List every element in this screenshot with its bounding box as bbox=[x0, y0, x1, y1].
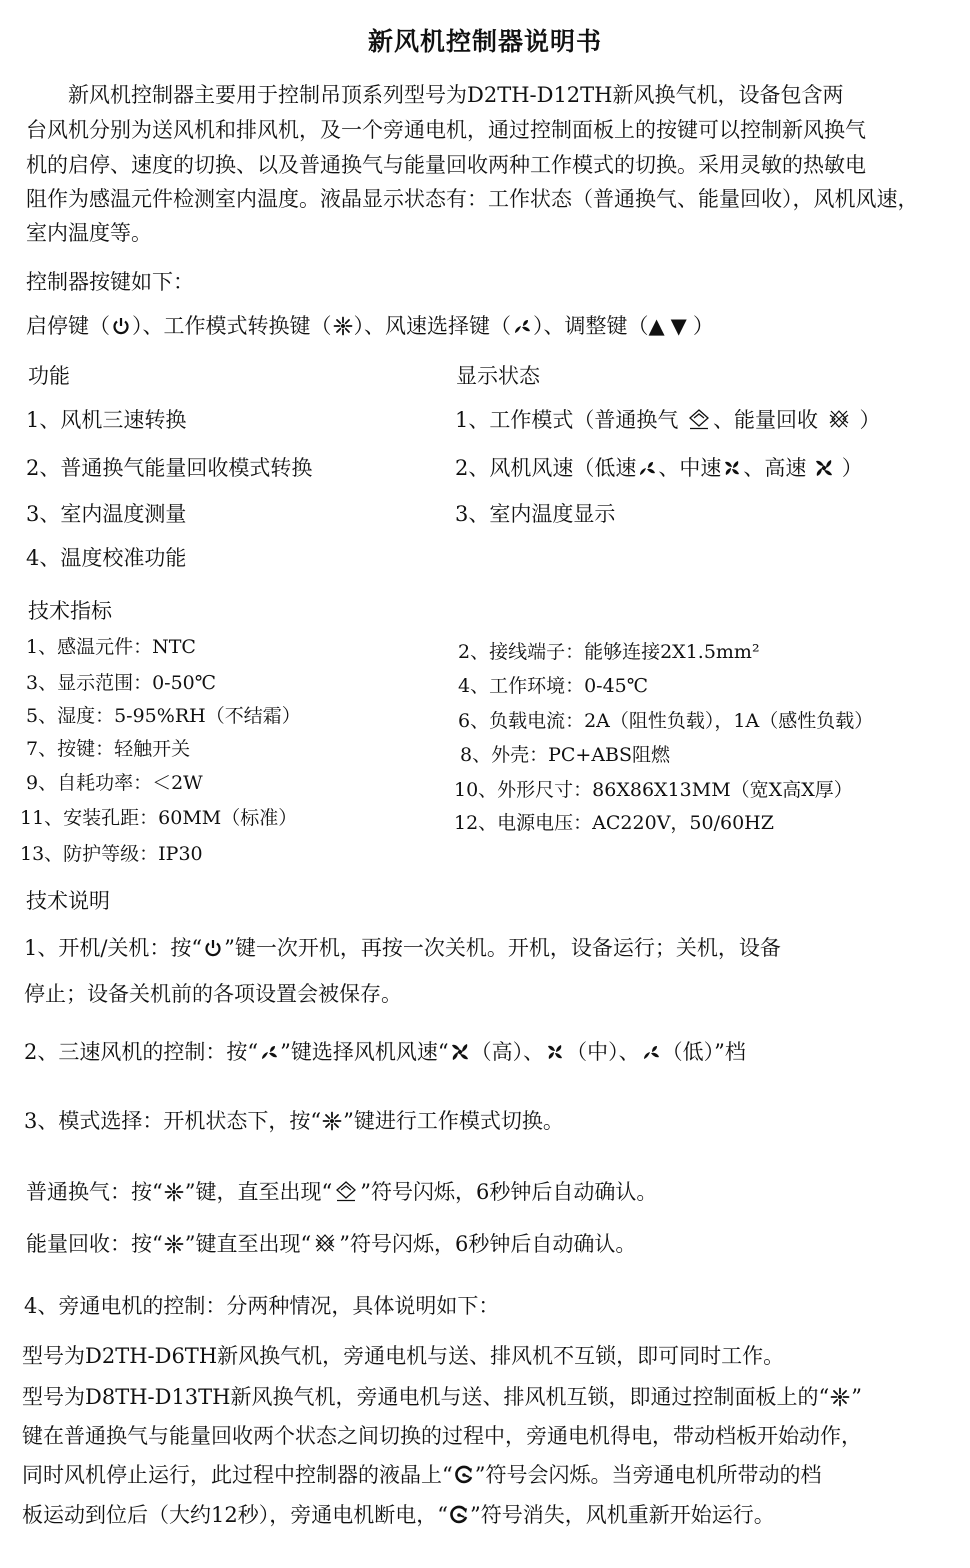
note-text: ”符号闪烁，6秒钟后自动确认。 bbox=[360, 1180, 658, 1204]
spec-item: 4、工作环境：0-45℃ bbox=[458, 675, 649, 697]
bypass-line: 型号为D2TH-D6TH新风换气机，旁通电机与送、排风机不互锁，即可同时工作。 bbox=[22, 1344, 785, 1368]
intro-line: 新风机控制器主要用于控制吊顶系列型号为D2TH-D12TH新风换气机，设备包含两 bbox=[26, 83, 844, 107]
display-text: ） bbox=[841, 456, 863, 480]
note-text: 能量回收：按“ bbox=[26, 1232, 163, 1256]
power-icon bbox=[203, 938, 223, 958]
note-text: 同时风机停止运行，此过程中控制器的液晶上“ bbox=[22, 1463, 453, 1487]
fan-mid-icon bbox=[545, 1042, 565, 1062]
spec-item: 3、显示范围：0-50℃ bbox=[26, 672, 217, 694]
keys-text: ） bbox=[692, 314, 714, 338]
keys-text: ）、风速选择键（ bbox=[353, 314, 511, 338]
bypass-line bbox=[22, 1501, 775, 1529]
spec-item: 8、外壳：PC+ABS阻燃 bbox=[460, 744, 671, 766]
note-text: 1、开机/关机：按“ bbox=[24, 936, 203, 960]
spec-item: 11、安装孔距：60MM（标准） bbox=[20, 807, 298, 829]
spec-item: 6、负载电流：2A（阻性负载），1A（感性负载） bbox=[458, 710, 874, 732]
function-item: 3、室内温度测量 bbox=[26, 502, 187, 526]
spec-item: 1、感温元件：NTC bbox=[26, 636, 196, 658]
note-text: （高）、 bbox=[470, 1040, 545, 1064]
intro-line: 室内温度等。 bbox=[26, 221, 152, 245]
note-text: 型号为D8TH-D13TH新风换气机，旁通电机与送、排风机互锁，即通过控制面板上的“ bbox=[22, 1385, 830, 1409]
intro-line: 阻作为感温元件检测室内温度。液晶显示状态有：工作状态（普通换气、能量回收），风机风速， bbox=[26, 187, 919, 211]
power-icon bbox=[111, 316, 131, 336]
spec-item: 5、湿度：5-95%RH（不结霜） bbox=[26, 705, 301, 727]
intro-line: 机的启停、速度的切换、以及普通换气与能量回收两种工作模式的切换。采用灵敏的热敏电 bbox=[26, 153, 866, 177]
note-normal-vent bbox=[26, 1178, 657, 1206]
display-item-fan-speed bbox=[455, 454, 863, 482]
note-power-cont: 停止；设备关机前的各项设置会被保存。 bbox=[24, 982, 402, 1006]
function-item: 1、风机三速转换 bbox=[26, 408, 187, 432]
keys-text: 启停键（ bbox=[26, 314, 110, 338]
display-text: 2、风机风速（低速 bbox=[455, 456, 637, 480]
functions-heading: 功能 bbox=[28, 364, 70, 388]
mode-icon bbox=[830, 1387, 850, 1407]
energy-recovery-icon bbox=[312, 1232, 338, 1254]
spec-item: 10、外形尺寸：86X86X13MM（宽X高X厚） bbox=[454, 779, 853, 801]
document-title: 新风机控制器说明书 bbox=[367, 27, 602, 56]
keys-line bbox=[26, 312, 714, 340]
display-text: 1、工作模式（普通换气 bbox=[455, 408, 679, 432]
function-item: 2、普通换气能量回收模式转换 bbox=[26, 456, 313, 480]
fan-low-icon bbox=[512, 316, 532, 336]
note-text: （中）、 bbox=[566, 1040, 640, 1064]
mode-icon bbox=[164, 1234, 184, 1254]
arrow-keys-icon: ▲▼ bbox=[648, 314, 693, 338]
note-text: ”键，直至出现“ bbox=[184, 1180, 333, 1204]
bypass-icon bbox=[454, 1465, 474, 1485]
intro-line: 台风机分别为送风机和排风机，及一个旁通电机，通过控制面板上的按键可以控制新风换气 bbox=[26, 118, 866, 142]
fan-low-icon bbox=[637, 458, 657, 478]
fan-low-icon bbox=[259, 1042, 279, 1062]
note-text: 2、三速风机的控制：按“ bbox=[24, 1040, 259, 1064]
note-text: ”键选择风机风速“ bbox=[280, 1040, 449, 1064]
fan-high-icon bbox=[450, 1042, 470, 1062]
fan-mid-icon bbox=[722, 458, 742, 478]
spec-item: 12、电源电压：AC220V，50/60HZ bbox=[454, 812, 774, 834]
note-text: 普通换气：按“ bbox=[26, 1180, 163, 1204]
note-text: 板运动到位后（大约12秒），旁通电机断电，“ bbox=[22, 1503, 448, 1527]
note-text: ”符号会闪烁。当旁通电机所带动的档 bbox=[474, 1463, 822, 1487]
keys-text: ）、工作模式转换键（ bbox=[132, 314, 332, 338]
mode-icon bbox=[322, 1111, 342, 1131]
keys-text: ）、调整键（ bbox=[533, 314, 649, 338]
spec-item: 7、按键：轻触开关 bbox=[26, 738, 191, 760]
note-text: ” bbox=[851, 1385, 862, 1409]
note-mode bbox=[24, 1107, 564, 1135]
note-text: 3、模式选择：开机状态下，按“ bbox=[24, 1109, 322, 1133]
normal-vent-icon bbox=[686, 408, 712, 430]
display-text: ） bbox=[859, 408, 881, 432]
display-item-temp: 3、室内温度显示 bbox=[455, 502, 616, 526]
spec-item: 2、接线端子：能够连接2X1.5mm² bbox=[458, 641, 760, 663]
bypass-icon bbox=[449, 1505, 469, 1525]
note-power bbox=[24, 934, 781, 962]
keys-heading: 控制器按键如下： bbox=[26, 270, 194, 294]
bypass-line bbox=[22, 1461, 821, 1489]
note-fan bbox=[24, 1038, 746, 1066]
note-text: ”符号消失，风机重新开始运行。 bbox=[469, 1503, 775, 1527]
display-text: 、中速 bbox=[658, 456, 722, 480]
spec-item: 9、自耗功率：＜2W bbox=[26, 772, 203, 794]
fan-low-icon bbox=[641, 1042, 661, 1062]
display-text: 、高速 bbox=[743, 456, 807, 480]
note-text: ”键进行工作模式切换。 bbox=[343, 1109, 564, 1133]
mode-icon bbox=[333, 316, 353, 336]
note-text: ”符号闪烁，6秒钟后自动确认。 bbox=[339, 1232, 637, 1256]
notes-heading: 技术说明 bbox=[26, 889, 110, 913]
display-text: 、能量回收 bbox=[713, 408, 819, 432]
specs-heading: 技术指标 bbox=[28, 599, 112, 623]
note-text: ”键直至出现“ bbox=[184, 1232, 312, 1256]
spec-item: 13、防护等级：IP30 bbox=[20, 843, 203, 865]
display-heading: 显示状态 bbox=[456, 364, 540, 388]
bypass-line: 键在普通换气与能量回收两个状态之间切换的过程中，旁通电机得电，带动档板开始动作， bbox=[22, 1424, 862, 1448]
mode-icon bbox=[164, 1182, 184, 1202]
bypass-line bbox=[22, 1383, 862, 1411]
note-text: ”键一次开机，再按一次关机。开机，设备运行；关机，设备 bbox=[224, 936, 781, 960]
fan-high-icon bbox=[814, 458, 834, 478]
note-bypass: 4、旁通电机的控制：分两种情况，具体说明如下： bbox=[24, 1294, 500, 1318]
note-text: （低）”档 bbox=[661, 1040, 746, 1064]
display-item-mode bbox=[455, 406, 880, 434]
energy-recovery-icon bbox=[826, 408, 852, 430]
normal-vent-icon bbox=[333, 1180, 359, 1202]
note-energy-recovery bbox=[26, 1230, 636, 1258]
function-item: 4、温度校准功能 bbox=[26, 546, 187, 570]
